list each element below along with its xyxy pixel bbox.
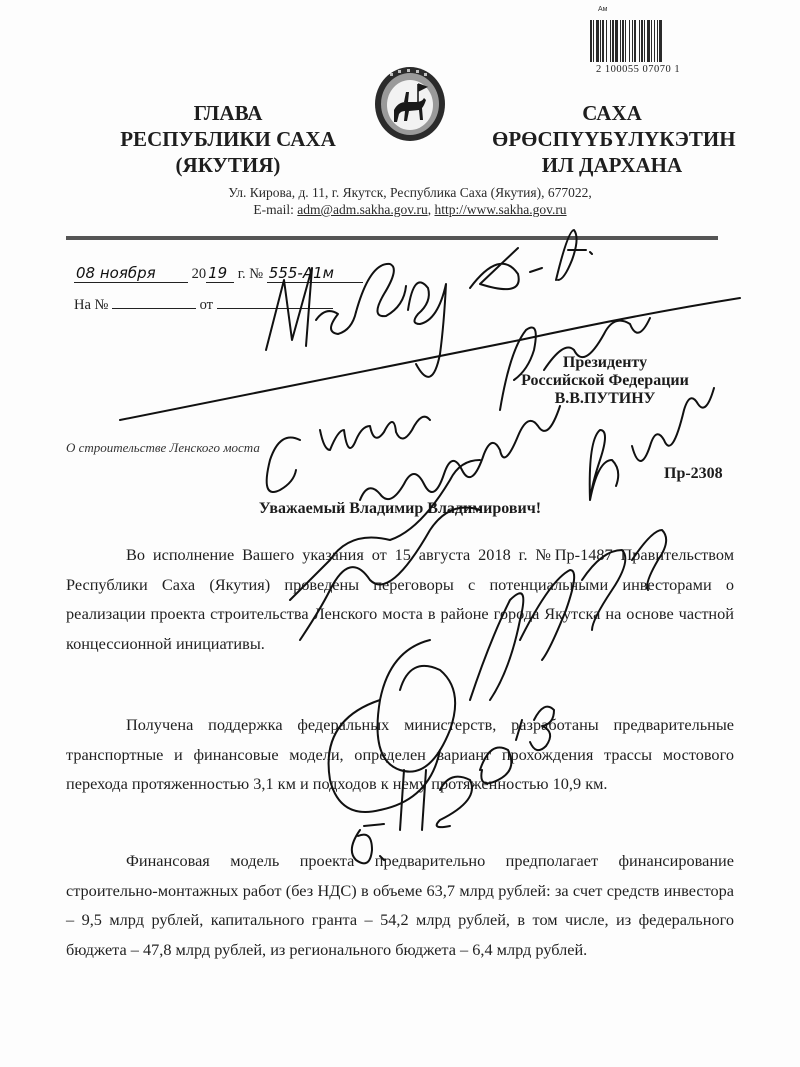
document-number-handwritten: 555-А1м	[267, 264, 363, 283]
incoming-reference	[74, 296, 333, 314]
address-line: Ул. Кирова, д. 11, г. Якутск, Республика Саха (Якутия), 677022,	[228, 185, 592, 200]
from-label: от	[199, 297, 214, 313]
barcode-icon	[590, 20, 724, 62]
outgoing-reference	[74, 264, 363, 283]
body-paragraph-1	[66, 540, 734, 658]
separator: ,	[427, 202, 435, 217]
coat-of-arms-icon	[372, 64, 448, 144]
body-paragraph-2	[66, 710, 734, 799]
addressee-line: Президенту	[562, 354, 648, 371]
barcode-stamp-mark: Ам	[598, 6, 608, 13]
paragraph-text: Финансовая модель проекта предварительно предполагает финансирование строительно-монтажных работ (без НДС) в объеме 63,7 млрд рублей: за счет средств инвестора – 9,5 млрд рублей, капитального гранта – 54,2 млрд рублей, в том числе, из федерального бюджета – 47,8 млрд рублей, из регионального бюджета – 6,4 млрд рублей.	[66, 851, 734, 959]
year-suffix: г. №	[234, 266, 267, 282]
email-link[interactable]: adm@adm.sakha.gov.ru	[297, 202, 428, 217]
subject-line: О строительстве Ленского моста	[66, 440, 260, 455]
header-divider	[66, 236, 718, 240]
email-label: E-mail:	[253, 202, 298, 217]
paragraph-text: Получена поддержка федеральных министерств, разработаны предварительные транспортные и финансовые модели, определен вариант прохождения трассы мостового перехода протяженностью 3,1 км и подходов к нему протяженностью 10,9 км.	[66, 715, 734, 793]
date-handwritten: 08 ноября	[74, 264, 188, 283]
letterhead-right	[492, 100, 736, 178]
reply-date-blank	[217, 296, 333, 309]
reply-number-blank	[112, 296, 196, 309]
registration-number: Пр-2308	[664, 465, 723, 482]
reply-label: На №	[74, 297, 109, 313]
addressee-block	[470, 354, 740, 408]
letterhead-right-line: ӨРӨСПҮҮБҮЛҮКЭТИН	[492, 127, 736, 151]
body-paragraph-3	[66, 846, 734, 964]
addressee-line: Российской Федерации	[521, 372, 689, 389]
letterhead-left-line: РЕСПУБЛИКИ САХА	[120, 127, 336, 151]
greeting: Уважаемый Владимир Владимирович!	[258, 500, 542, 517]
year-handwritten: 19	[206, 264, 234, 283]
paragraph-text: Во исполнение Вашего указания от 15 августа 2018 г. №Пр-1487 Правительством Республики Саха (Якутия) проведены переговоры с потенциальными инвесторами о реализации проекта строительства Ленского моста в районе города Якутска на основе частной концессионной инициативы.	[66, 545, 734, 653]
addressee-line: В.В.ПУТИНУ	[554, 390, 656, 407]
contact-line	[100, 201, 720, 218]
letterhead-right-line: САХА	[582, 101, 642, 125]
letterhead-address	[100, 184, 720, 218]
letterhead-left	[98, 100, 358, 178]
barcode-number: 2 100055 07070 1	[596, 64, 681, 75]
year-prefix: 20	[191, 266, 207, 282]
website-link[interactable]: http://www.sakha.gov.ru	[434, 202, 567, 217]
letterhead-right-line: ИЛ ДАРХАНА	[541, 153, 683, 177]
letterhead-left-line: (ЯКУТИЯ)	[175, 153, 281, 177]
letterhead-left-line: ГЛАВА	[193, 101, 263, 125]
